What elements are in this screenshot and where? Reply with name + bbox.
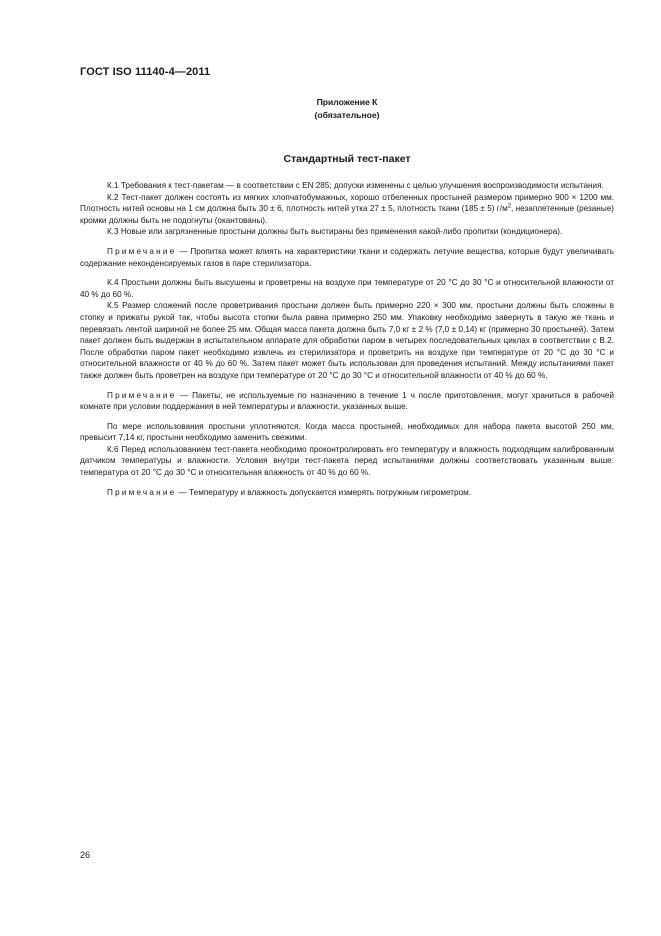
note-1-text: — Пропитка может влиять на характеристики ткани и содержать летучие вещества, которые будут увеличивать содержание неконденсируемых газов в паре стерилизатора. [80, 246, 614, 268]
note-2-label: Примечание [107, 390, 177, 400]
paragraph-k6: К.6 Перед использованием тест-пакета необходимо проконтролировать его температуру и влажность подходящим калиброванным датчиком температуры и влажности. Условия внутри тест-пакета перед испытаниями должны соответствовать указанным выше: температура от 20 °С до 30 °С и относительная влажность от 40 % до 60 %. [80, 444, 614, 478]
paragraph-k1: К.1 Требования к тест-пакетам — в соответствии с EN 285; допуски изменены с целью улучшения воспроизводимости испытания. [107, 181, 604, 190]
paragraph-k4: К.4 Простыни должны быть высушены и проветрены на воздухе при температуре от 20 °С до 30 °С и относительной влажности от 40 % до 60 %. [80, 278, 614, 299]
annex-title: Стандартный тест-пакет [283, 153, 411, 165]
paragraph-k5: К.5 Размер сложений после проветривания простыни должен быть примерно 220 × 300 мм, простыни должны быть сложены в стопку и прижаты рукой так, чтобы высота стопки была равна примерно 250 мм. Упаковку необходимо завернуть в такую же ткань и перевязать лентой шириной не более 25 мм. Общая масса пакета должна быть 7,0 кг ± 2 % (7,0 ± 0,14) кг (примерно 30 простыней). Затем пакет должен быть выдержан в испытательном аппарате для обработки паром в четырех последовательных циклах в соответствии с В.2. После обработки паром пакет необходимо извлечь из стерилизатора и проветрить на воздухе при температуре от 20 °С до 30 °С и относительной влажности от 40 % до 60 %. Затем пакет может быть использован для проведения испытаний. Между испытаниями пакет также должен быть проветрен на воздухе при температуре от 20 °С до 30 °С и относительной влажности от 40 % до 60 %. [80, 301, 614, 380]
paragraph-k2-tail: , незаплетенные (резаные) кромки должны быть не подогнуты (окантованы). [80, 204, 614, 225]
note-2-text: — Пакеты, не используемые по назначению в течение 1 ч после приготовления, могут храниться в рабочей комнате при условии поддержания в ней температуры и влажности, указанных выше. [80, 390, 614, 412]
paragraph-k2-superscript: 2 [507, 203, 512, 210]
note-3-label: Примечание [107, 487, 177, 497]
note-3-text: — Температуру и влажность допускается измерять погружным гигрометром. [176, 487, 472, 497]
annex-label: Приложение К [316, 97, 378, 107]
note-3 [80, 487, 614, 499]
note-1-label: Примечание [107, 246, 177, 256]
annex-status: (обязательное) [314, 110, 380, 120]
page-number: 26 [80, 850, 91, 860]
note-2 [80, 390, 614, 413]
document-body [80, 180, 614, 498]
paragraph-k3: К.3 Новые или загрязненные простыни должны быть выстираны без применения какой-либо пропитки (кондиционера). [107, 227, 563, 237]
standard-header: ГОСТ ISO 11140-4—2011 [80, 66, 211, 78]
annex-heading [80, 96, 614, 122]
paragraph-k2 [80, 192, 614, 227]
paragraph-k2-main: К.2 Тест-пакет должен состоять из мягких хлопчатобумажных, хорошо отбеленных простыней размером примерно 900 × 1200 мм. Плотность нитей основы на 1 см должна быть 30 ± 6, плотность нитей утка 27 ± 5, плотность ткани (185 ± 5) г/м [80, 192, 614, 214]
note-1 [80, 246, 614, 269]
paragraph-usage: По мере использования простыни уплотняются. Когда масса простыней, необходимых для набора пакета высотой 250 мм, превысит 7,14 кг, простыни необходимо заменить свежими. [80, 421, 614, 443]
